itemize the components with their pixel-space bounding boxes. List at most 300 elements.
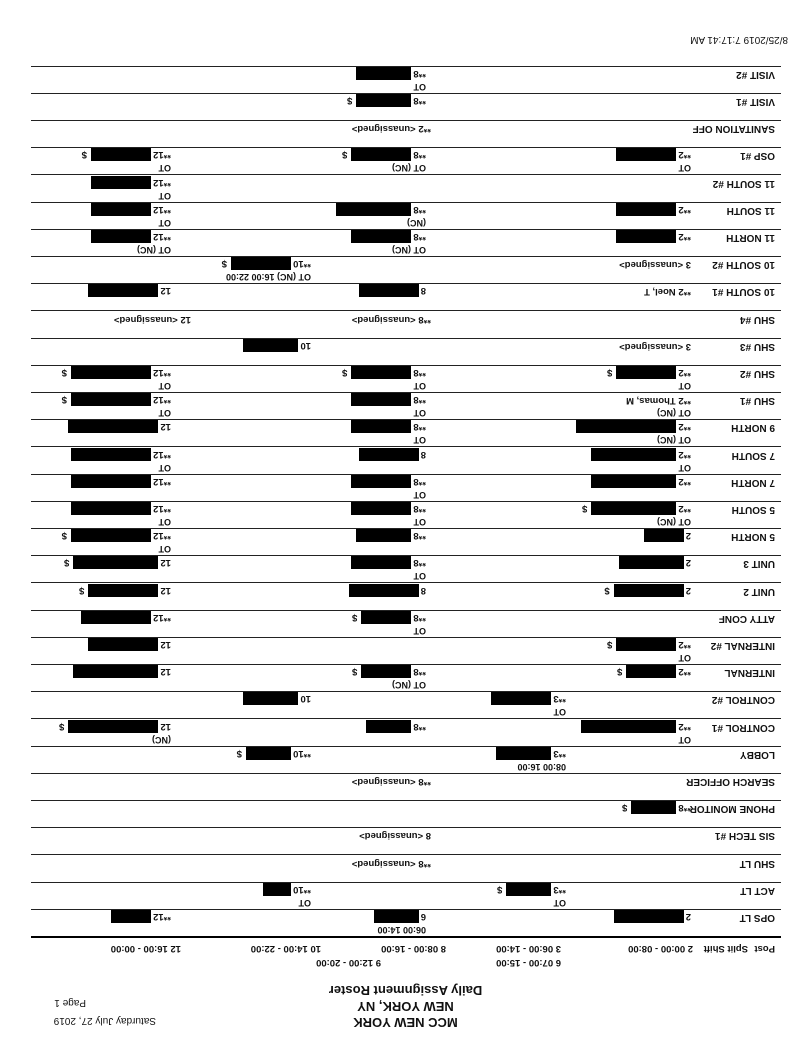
shift-assignment: **3 <box>553 747 566 759</box>
col-shift2: 2 00:00 - 08:00 <box>628 943 693 954</box>
col-shift10: 10 14:00 - 22:00 <box>250 943 321 954</box>
assignment-note: OT <box>413 489 426 500</box>
assignment-cell <box>352 611 426 624</box>
shift-assignment: **8 <box>413 230 426 242</box>
shift-assignment: **8 <box>413 720 426 732</box>
assignment-note: OT (NC) <box>137 245 171 255</box>
row-divider <box>31 120 781 121</box>
assignment-note: (NC) <box>152 734 171 745</box>
assignment-cell <box>351 475 426 488</box>
assignment-cell <box>622 801 691 814</box>
assignment-note: OT <box>158 408 171 419</box>
assignment-cell <box>91 176 171 189</box>
assignment-note: OT <box>413 81 426 92</box>
shift-assignment: **12 <box>153 394 171 406</box>
redaction-bar <box>581 720 676 733</box>
shift-assignment: **2 <box>678 666 691 678</box>
redaction-bar <box>616 148 676 161</box>
redaction-bar <box>356 529 411 542</box>
col-shift9: 9 12:00 - 20:00 <box>316 957 381 968</box>
redaction-bar <box>246 747 291 760</box>
dollar-marker: $ <box>607 638 613 650</box>
assignment-cell <box>366 720 426 733</box>
redaction-bar <box>336 203 411 216</box>
shift-assignment: **8 <unassigned> <box>351 313 431 325</box>
shift-assignment: 8 <box>420 285 426 297</box>
assignment-note: OT <box>678 163 691 174</box>
dollar-marker: $ <box>61 530 68 542</box>
assignment-note: OT <box>678 734 691 745</box>
shift-assignment: **8 <box>413 394 426 406</box>
post-label: SHU LT <box>739 857 775 869</box>
assignment-note: OT <box>553 707 566 718</box>
assignment-note: OT (NC) 16:00 22:00 <box>225 272 311 283</box>
redaction-bar <box>359 284 419 297</box>
redaction-bar <box>243 339 298 352</box>
redaction-bar <box>88 584 158 597</box>
assignment-note: OT <box>413 435 426 446</box>
shift-assignment: 10 <box>300 339 311 351</box>
redaction-bar <box>351 230 411 243</box>
dollar-marker: $ <box>64 557 70 569</box>
redaction-bar <box>366 720 411 733</box>
assignment-note: OT <box>678 653 691 663</box>
shift-assignment: **8 <box>413 666 426 678</box>
assignment-cell <box>351 556 426 569</box>
post-label: CONTROL #2 <box>711 694 775 706</box>
shift-assignment: **12 <box>153 475 171 487</box>
assignment-cell <box>591 448 691 461</box>
assignment-note: OT <box>413 381 426 391</box>
post-label: UNIT 3 <box>743 558 775 570</box>
post-label: 10 SOUTH #2 <box>712 259 775 271</box>
assignment-cell <box>356 67 426 80</box>
assignment-note: OT <box>413 571 426 582</box>
assignment-cell <box>582 502 691 515</box>
row-divider <box>31 827 781 828</box>
redaction-bar <box>88 638 158 651</box>
redaction-bar <box>68 420 158 433</box>
post-label: 10 SOUTH #1 <box>712 286 775 298</box>
shift-assignment: **2 Noel, T <box>644 286 691 298</box>
shift-assignment: **8 <box>413 502 426 514</box>
assignment-cell <box>581 720 691 733</box>
redaction-bar <box>91 148 151 161</box>
redaction-bar <box>616 366 676 379</box>
shift-assignment: **10 <box>293 747 311 759</box>
redaction-bar <box>619 556 684 569</box>
assignment-note: OT <box>678 462 691 473</box>
post-label: ACT LT <box>740 884 775 896</box>
post-label: 7 NORTH <box>731 476 775 488</box>
assignment-cell <box>237 747 311 760</box>
post-label: SANITATION OFF <box>692 123 775 135</box>
assignment-cell <box>352 776 431 787</box>
shift-assignment: **8 <box>413 611 426 623</box>
row-divider <box>31 256 781 257</box>
redaction-bar <box>351 420 411 433</box>
redaction-bar <box>91 176 151 189</box>
assignment-cell <box>604 584 691 597</box>
assignment-cell <box>352 314 431 325</box>
assignment-cell <box>336 203 426 216</box>
redaction-bar <box>81 611 151 624</box>
assignment-note: OT <box>553 897 566 908</box>
shift-assignment: **2 <box>678 149 691 161</box>
assignment-note: OT <box>158 462 171 473</box>
shift-assignment: **8 <box>413 203 426 215</box>
assignment-note: (NC) <box>407 217 426 228</box>
row-divider <box>31 310 781 311</box>
redaction-bar <box>591 475 676 488</box>
shift-assignment: **2 <box>678 502 691 514</box>
redaction-bar <box>616 230 676 243</box>
post-label: CONTROL #1 <box>711 721 775 733</box>
shift-assignment: **12 <box>153 611 171 623</box>
redaction-bar <box>68 720 158 733</box>
dollar-marker: $ <box>617 666 623 678</box>
shift-assignment: **12 <box>153 448 171 460</box>
shift-assignment: 3 <unassigned> <box>619 340 691 352</box>
assignment-cell <box>607 638 691 651</box>
redaction-bar <box>263 883 291 896</box>
assignment-cell <box>73 665 171 678</box>
org-name: MCC NEW YORK <box>353 1015 458 1030</box>
assignment-cell <box>576 420 691 433</box>
shift-assignment: **3 <box>553 693 566 705</box>
redaction-bar <box>349 584 419 597</box>
assignment-cell <box>351 393 426 406</box>
shift-assignment: **12 <box>153 176 171 188</box>
col-shift12: 12 16:00 - 00:00 <box>110 943 181 954</box>
redaction-bar <box>616 203 676 216</box>
shift-assignment: 12 <box>160 557 171 569</box>
dollar-marker: $ <box>342 366 348 378</box>
assignment-cell <box>352 123 431 134</box>
dollar-marker: $ <box>622 802 628 814</box>
dollar-marker: $ <box>61 394 68 406</box>
redaction-bar <box>243 692 298 705</box>
roster-title: Daily Assignment Roster <box>328 983 483 998</box>
assignment-note: OT <box>158 163 171 174</box>
assignment-cell <box>62 366 171 379</box>
post-label: 9 NORTH <box>731 422 775 434</box>
assignment-note: OT <box>413 625 426 636</box>
assignment-cell <box>71 448 171 461</box>
assignment-note: 08:00 16:00 <box>517 761 566 772</box>
row-divider <box>31 691 781 692</box>
assignment-cell <box>88 284 171 297</box>
shift-assignment: **12 <box>153 910 171 922</box>
shift-assignment: **2 <box>678 720 691 732</box>
assignment-cell <box>243 339 311 352</box>
assignment-cell <box>619 341 691 352</box>
assignment-cell <box>374 910 426 923</box>
assignment-cell <box>351 420 426 433</box>
redaction-bar <box>351 556 411 569</box>
post-label: 7 SOUTH <box>731 449 775 461</box>
post-label: SHU #2 <box>739 368 775 379</box>
assignment-cell <box>222 257 311 270</box>
shift-assignment: **8 <box>413 149 426 161</box>
shift-assignment: **2 <box>678 421 691 433</box>
col-post: Post <box>754 943 775 954</box>
shift-assignment: 12 <box>160 638 171 650</box>
redaction-bar <box>576 420 676 433</box>
assignment-note: OT (NC) <box>392 245 426 255</box>
redaction-bar <box>73 556 158 569</box>
redaction-bar <box>71 475 151 488</box>
dollar-marker: $ <box>221 258 228 270</box>
shift-assignment: 2 <box>685 530 691 542</box>
assignment-cell <box>79 584 171 597</box>
assignment-cell <box>263 883 311 896</box>
assignment-cell <box>243 692 311 705</box>
assignment-cell <box>347 94 426 107</box>
assignment-note: OT <box>413 408 426 419</box>
redaction-bar <box>231 257 291 270</box>
assignment-cell <box>359 830 431 841</box>
col-split-shift: Split Shift <box>703 943 748 954</box>
assignment-cell <box>356 529 426 542</box>
col-shift3: 3 06:00 - 14:00 <box>496 943 561 954</box>
redaction-bar <box>626 665 676 678</box>
shift-assignment: **8 <unassigned> <box>351 857 431 869</box>
assignment-cell <box>111 910 171 923</box>
assignment-note: OT <box>158 544 171 555</box>
org-location: NEW YORK, NY <box>357 999 454 1014</box>
shift-assignment: 3 <unassigned> <box>619 259 691 271</box>
shift-assignment: **8 <box>413 475 426 487</box>
assignment-cell <box>359 284 426 297</box>
shift-assignment: **8 <box>413 67 426 79</box>
shift-assignment: 2 <box>685 557 691 569</box>
assignment-cell <box>88 638 171 651</box>
shift-assignment: **8 <box>678 802 691 814</box>
dollar-marker: $ <box>79 584 85 596</box>
roster-date: Saturday July 27, 2019 <box>53 1015 156 1026</box>
redaction-bar <box>359 448 419 461</box>
assignment-cell <box>91 230 171 243</box>
shift-assignment: **2 <box>678 366 691 378</box>
shift-assignment: **2 <box>678 448 691 460</box>
post-label: VISIT #2 <box>736 68 775 80</box>
printed-timestamp: 8/25/2019 7:17:41 AM <box>690 34 788 45</box>
redaction-bar <box>71 448 151 461</box>
dollar-marker: $ <box>582 502 588 514</box>
shift-assignment: **8 <box>413 366 426 378</box>
post-label: OPS LT <box>739 912 775 923</box>
redaction-bar <box>591 448 676 461</box>
post-label: UNIT 2 <box>743 585 775 597</box>
shift-assignment: **12 <box>153 502 171 514</box>
assignment-cell <box>62 393 171 406</box>
row-divider <box>31 746 781 747</box>
redaction-bar <box>506 883 551 896</box>
assignment-note: OT (NC) <box>657 517 691 527</box>
dollar-marker: $ <box>61 366 68 378</box>
assignment-cell <box>342 366 426 379</box>
assignment-cell <box>59 720 171 733</box>
assignment-cell <box>62 529 171 542</box>
shift-assignment: 12 <box>160 666 171 678</box>
shift-assignment: 8 <box>420 584 426 596</box>
assignment-cell <box>351 230 426 243</box>
assignment-note: OT (NC) <box>392 680 426 691</box>
shift-assignment: **8 <box>413 421 426 433</box>
col-shift8: 8 08:00 - 16:00 <box>381 943 446 954</box>
redaction-bar <box>91 203 151 216</box>
shift-assignment: 12 <unassigned> <box>113 313 191 325</box>
shift-assignment: **2 <box>678 638 691 650</box>
assignment-cell <box>616 203 691 216</box>
assignment-cell <box>352 858 431 869</box>
assignment-cell <box>64 556 171 569</box>
redaction-bar <box>88 284 158 297</box>
redaction-bar <box>361 665 411 678</box>
post-label: SHU #4 <box>739 313 775 325</box>
redaction-bar <box>351 148 411 161</box>
redaction-bar <box>644 529 684 542</box>
redaction-bar <box>631 801 676 814</box>
shift-assignment: **2 <box>678 230 691 242</box>
post-label: 5 NORTH <box>731 531 775 543</box>
assignment-cell <box>68 420 171 433</box>
redaction-bar <box>361 611 411 624</box>
shift-assignment: **2 Thomas, M <box>626 395 691 407</box>
redaction-bar <box>614 584 684 597</box>
dollar-marker: $ <box>607 366 613 378</box>
shift-assignment: **3 <box>553 883 566 895</box>
shift-assignment: 8 <unassigned> <box>359 830 431 842</box>
assignment-cell <box>342 148 426 161</box>
dollar-marker: $ <box>59 720 65 732</box>
post-label: 11 SOUTH #2 <box>712 177 775 189</box>
redaction-bar <box>374 910 419 923</box>
assignment-cell <box>351 502 426 515</box>
assignment-cell <box>81 611 171 624</box>
shift-assignment: 12 <box>160 584 171 596</box>
dollar-marker: $ <box>604 584 610 596</box>
post-label: SEARCH OFFICER <box>686 776 775 787</box>
shift-assignment: 12 <box>160 720 171 732</box>
post-label: INTERNAL #2 <box>710 640 775 651</box>
post-label: INTERNAL <box>724 667 775 679</box>
dollar-marker: $ <box>497 883 503 895</box>
assignment-cell <box>71 475 171 488</box>
assignment-cell <box>497 883 566 896</box>
redaction-bar <box>73 665 158 678</box>
shift-assignment: **8 <box>413 557 426 569</box>
post-label: VISIT #1 <box>736 96 775 107</box>
assignment-cell <box>496 747 566 760</box>
redaction-bar <box>71 502 151 515</box>
assignment-cell <box>91 203 171 216</box>
assignment-note: OT <box>298 897 311 908</box>
dollar-marker: $ <box>352 666 358 678</box>
redaction-bar <box>351 502 411 515</box>
shift-assignment: **12 <box>153 366 171 378</box>
redaction-bar <box>91 230 151 243</box>
shift-assignment: **10 <box>293 258 311 270</box>
assignment-cell <box>114 314 191 325</box>
assignment-cell <box>591 475 691 488</box>
assignment-note: OT <box>158 190 171 201</box>
redaction-bar <box>496 747 551 760</box>
redaction-bar <box>491 692 551 705</box>
post-label: SHU #3 <box>739 340 775 352</box>
redaction-bar <box>614 910 684 923</box>
row-divider <box>31 338 781 339</box>
assignment-cell <box>607 366 691 379</box>
shift-assignment: 6 <box>420 910 426 922</box>
table-top-rule <box>31 936 781 938</box>
post-label: SHU #1 <box>739 395 775 407</box>
redaction-bar <box>356 67 411 80</box>
shift-assignment: 12 <box>160 285 171 297</box>
shift-assignment: **2 <box>678 475 691 487</box>
redaction-bar <box>351 366 411 379</box>
shift-assignment: 2 <box>685 910 691 922</box>
post-label: PHONE MONITOR <box>689 803 775 815</box>
assignment-cell <box>619 259 691 270</box>
post-label: OSP #1 <box>740 150 775 162</box>
shift-assignment: **8 <box>413 94 426 106</box>
shift-assignment: **12 <box>153 203 171 215</box>
assignment-note: OT <box>158 217 171 228</box>
post-label: 11 NORTH <box>726 232 775 243</box>
shift-assignment: **10 <box>293 883 311 895</box>
dollar-marker: $ <box>236 747 243 759</box>
assignment-cell <box>626 395 691 406</box>
assignment-cell <box>82 148 171 161</box>
post-label: ATTY CONF <box>718 612 775 624</box>
assignment-note: OT (NC) <box>392 163 426 174</box>
assignment-note: OT <box>413 517 426 527</box>
assignment-note: OT (NC) <box>657 408 691 419</box>
assignment-cell <box>71 502 171 515</box>
shift-assignment: **12 <box>153 230 171 242</box>
row-divider <box>31 854 781 855</box>
page-number: Page 1 <box>54 997 86 1008</box>
assignment-cell <box>617 665 691 678</box>
dollar-marker: $ <box>347 94 353 106</box>
assignment-cell <box>644 529 691 542</box>
redaction-bar <box>351 475 411 488</box>
redaction-bar <box>351 393 411 406</box>
assignment-cell <box>491 692 566 705</box>
post-label: 11 SOUTH <box>726 204 775 216</box>
shift-assignment: **12 <box>153 149 171 161</box>
post-label: SIS TECH #1 <box>714 830 775 842</box>
redaction-bar <box>591 502 676 515</box>
row-divider <box>31 773 781 774</box>
shift-assignment: **8 <unassigned> <box>351 776 431 787</box>
redaction-bar <box>356 94 411 107</box>
shift-assignment: **12 <box>153 530 171 542</box>
row-divider <box>31 882 781 883</box>
shift-assignment: 8 <box>420 448 426 460</box>
shift-assignment: **2 <box>678 203 691 215</box>
post-label: 5 SOUTH <box>731 504 775 515</box>
redaction-bar <box>71 529 151 542</box>
shift-assignment: **8 <box>413 530 426 542</box>
assignment-note: OT <box>158 517 171 527</box>
redaction-bar <box>616 638 676 651</box>
assignment-cell <box>619 556 691 569</box>
assignment-note: OT (NC) <box>657 435 691 446</box>
assignment-cell <box>616 230 691 243</box>
